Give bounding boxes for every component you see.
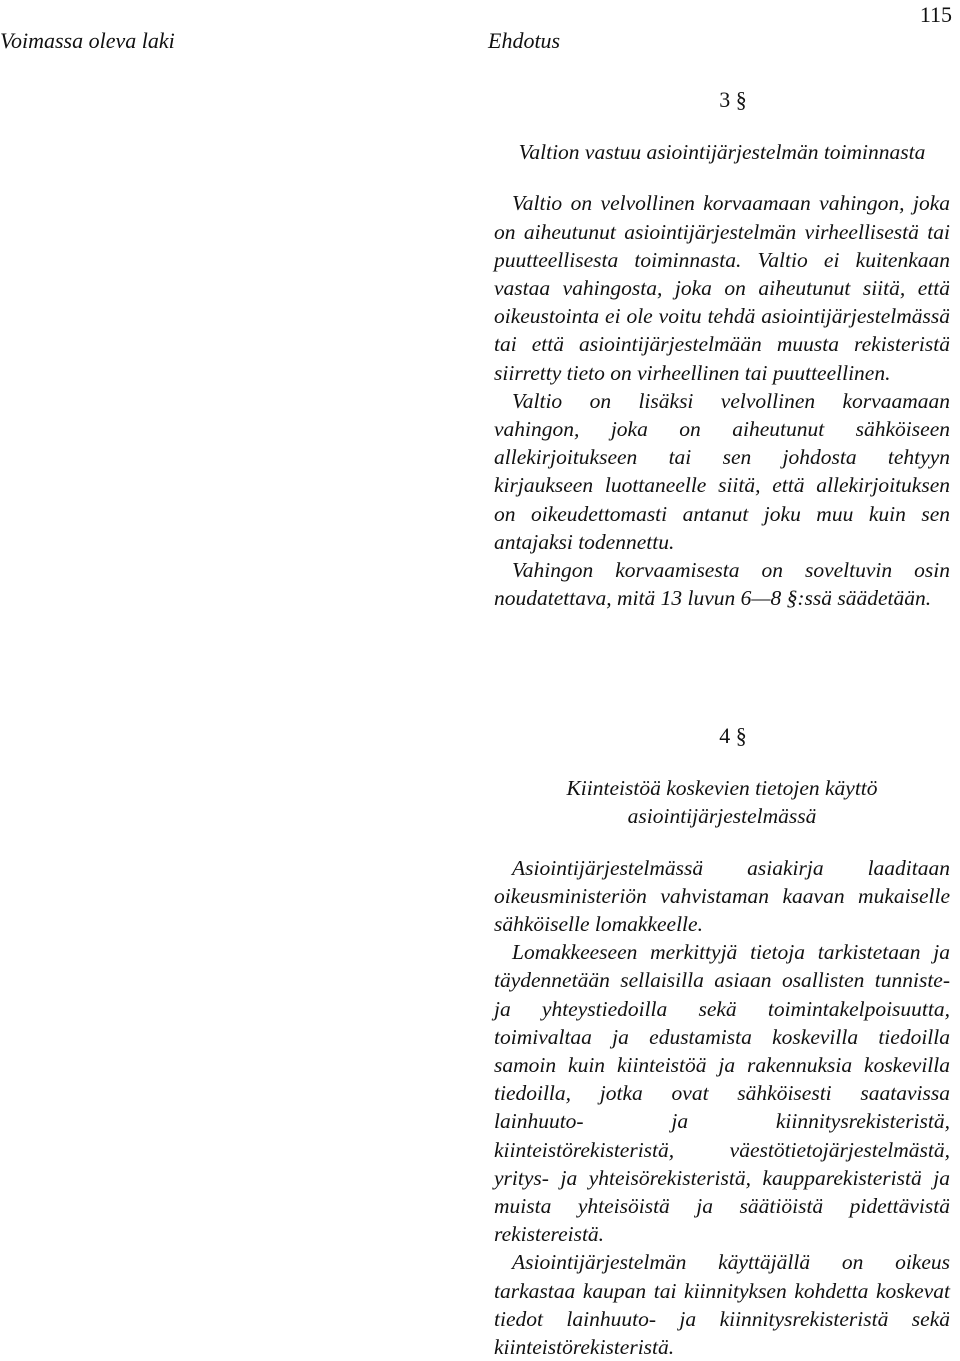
section-3 bbox=[494, 86, 950, 612]
page-number: 115 bbox=[919, 2, 952, 27]
section-4 bbox=[494, 722, 950, 1361]
section-paragraph: Asiointijärjestelmän käyttäjällä on oikeus tarkastaa kaupan tai kiinnityksen kohdetta koskevat tiedot lainhuuto- ja kiinnitysrekisteristä sekä kiinteistörekisteristä. bbox=[494, 1250, 950, 1360]
right-column-title: Ehdotus bbox=[488, 28, 561, 53]
section-paragraph: Lomakkeeseen merkittyjä tietoja tarkistetaan ja täydennetään sellaisilla asiaan osallisten tunniste- ja yhteystiedoilla sekä toimintakelpoisuutta, toimivaltaa ja edustamista koskevilla tiedoilla samoin kuin kiinteistöä ja rakennuksia koskevilla tiedoilla, jotka ovat sähköisesti saatavissa lainhuuto- ja kiinnitysrekisteristä, kiinteistörekisteristä, väestötietojärjestelmästä, yritys- ja yhteisörekisteristä, kaupparekisteristä ja muista yhteisöistä ja säätiöistä pidettävistä rekistereistä. bbox=[494, 940, 950, 1247]
section-title: Kiinteistöä koskevien tietojen käyttö asiointijärjestelmässä bbox=[566, 776, 878, 829]
section-number: 4 § bbox=[719, 723, 747, 748]
section-paragraph: Asiointijärjestelmässä asiakirja laaditaan oikeusministeriön vahvistaman kaavan mukaiselle sähköiselle lomakkeelle. bbox=[494, 855, 950, 937]
section-paragraph: Valtio on velvollinen korvaamaan vahingon, joka on aiheutunut asiointijärjestelmän virheellisestä tai puutteellisesta toiminnasta. Valtio ei kuitenkaan vastaa vahingosta, joka on aiheutunut siitä, että oikeustointa ei ole voitu tehdä asiointijärjestelmässä tai että asiointijärjestelmään muusta rekisteristä siirretty tieto on virheellinen tai puutteellinen. bbox=[494, 191, 950, 385]
section-paragraph: Vahingon korvaamisesta on soveltuvin osin noudatettava, mitä 13 luvun 6—8 §:ssä säädetään. bbox=[494, 558, 950, 611]
left-column-title: Voimassa oleva laki bbox=[0, 28, 175, 53]
section-title: Valtion vastuu asiointijärjestelmän toiminnasta bbox=[518, 140, 926, 165]
section-paragraph: Valtio on lisäksi velvollinen korvaamaan vahingon, joka on aiheutunut sähköiseen allekirjoitukseen tai sen johdosta tehtyyn kirjaukseen luottaneelle siitä, että allekirjoituksen on oikeudettomasti antanut joku muu kuin sen antajaksi todennettu. bbox=[494, 388, 950, 554]
section-number: 3 § bbox=[719, 87, 747, 112]
